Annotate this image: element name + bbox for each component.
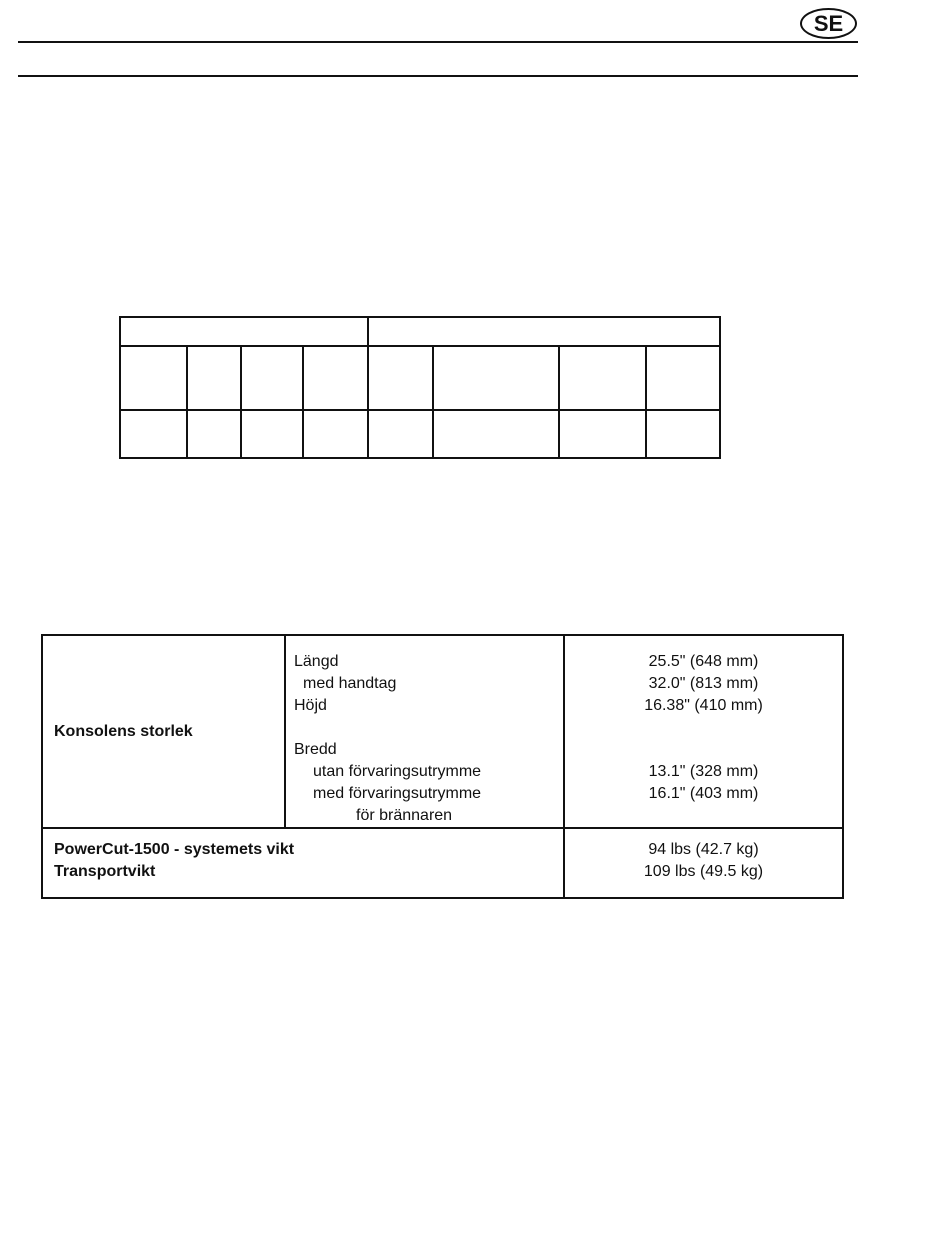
dimension-labels-cell [285,635,564,828]
grid-cell [368,410,433,458]
shipping-weight-value: 109 lbs (49.5 kg) [643,863,764,880]
system-weight-label: PowerCut-1500 - systemets vikt [54,841,295,858]
dimension-label-width-with-storage: med förvaringsutrymme [313,785,482,802]
spacer [565,717,842,739]
dimension-value-width-without-storage: 13.1" (328 mm) [648,763,759,780]
grid-cell [241,346,303,410]
specifications-table [41,634,844,899]
grid-cell [120,410,187,458]
grid-cell [646,346,720,410]
grid-header-cell-left [120,317,368,346]
dimension-value-length-with-handle: 32.0" (813 mm) [648,675,759,692]
top-rule [18,41,858,43]
grid-cell [187,410,241,458]
dimension-label-width: Bredd [294,741,337,758]
dimension-label-length: Längd [294,653,339,670]
grid-cell [646,410,720,458]
grid-cell [559,346,646,410]
grid-cell [433,410,559,458]
dimension-label-width-without-storage: utan förvaringsutrymme [313,763,482,780]
dimension-value-for-torch [565,805,842,827]
grid-subheader-row [120,346,720,410]
grid-header-cell-right [368,317,720,346]
spacer [294,717,563,739]
dimension-value-length: 25.5" (648 mm) [648,653,759,670]
language-badge-label: SE [813,10,844,36]
shipping-weight-label: Transportvikt [54,863,156,880]
weight-values-cell [564,828,843,898]
grid-cell [303,346,368,410]
empty-grid-table [119,316,721,459]
dimension-value-height: 16.38" (410 mm) [644,697,763,714]
grid-cell [559,410,646,458]
dimension-label-height: Höjd [294,697,327,714]
system-weight-value: 94 lbs (42.7 kg) [648,841,759,858]
grid-cell [120,346,187,410]
grid-cell [368,346,433,410]
dimension-label-for-torch: för brännaren [356,807,453,824]
header-rule [18,75,858,77]
grid-cell [187,346,241,410]
grid-cell [303,410,368,458]
dimension-label-length-with-handle: med handtag [303,675,397,692]
dimension-value-width [565,739,842,761]
grid-header-row [120,317,720,346]
dimension-value-width-with-storage: 16.1" (403 mm) [648,785,759,802]
console-size-row [42,635,843,828]
console-size-label: Konsolens storlek [42,635,285,828]
grid-cell [241,410,303,458]
dimension-values-cell [564,635,843,828]
weight-row [42,828,843,898]
grid-data-row [120,410,720,458]
language-badge-se [800,8,857,39]
weight-labels-cell [42,828,564,898]
grid-cell [433,346,559,410]
